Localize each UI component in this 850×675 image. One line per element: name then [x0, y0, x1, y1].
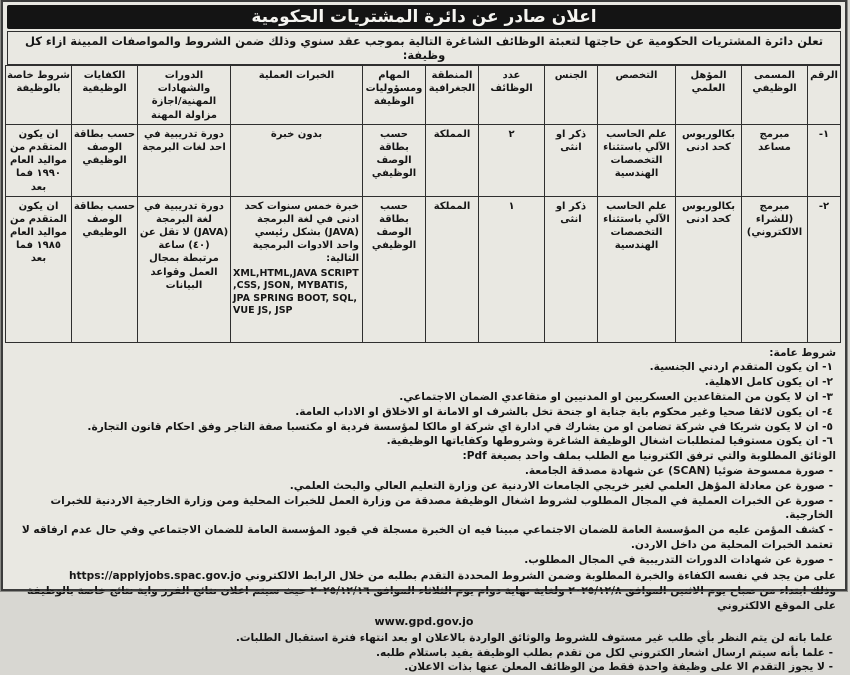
website-url: www.gpd.gov.jo [374, 615, 474, 629]
cell-r1-duties: حسب بطاقة الوصف الوظيفي [363, 124, 426, 196]
header-job-title: المسمى الوظيفي [742, 66, 808, 125]
cell-r1-qualification: بكالوريوس كحد ادنى [676, 124, 742, 196]
cell-r2-qualification: بكالوريوس كحد ادنى [676, 196, 742, 342]
header-number: الرقم [808, 66, 841, 125]
cell-r2-job-title: مبرمج (للشراء الالكتروني) [742, 196, 808, 342]
document-item-3: - صورة عن الخبرات العملية في المجال المطلوب لشروط اشغال الوظيفة مصدقة من وزارة العمل للخبرات المحلية ومن وزارة الخارجية الاردنية للخبرات الخارجية. [50, 494, 833, 522]
cell-r1-courses: دورة تدريبية في احد لغات البرمجة [138, 124, 231, 196]
header-competencies: الكفايات الوظيفية [72, 66, 138, 125]
announcement-title-bar [7, 5, 841, 29]
header-special-conditions: شروط خاصة بالوظيفة [6, 66, 72, 125]
header-experience: الخبرات العملية [231, 66, 363, 125]
header-courses: الدورات والشهادات المهنية/اجازة مزاولة المهنة [138, 66, 231, 125]
cell-r1-specialization: علم الحاسب الآلي باستثناء التخصصات الهندسية [598, 124, 676, 196]
cell-r2-vacancies: ١ [479, 196, 545, 342]
cell-r2-courses: دورة تدريبية في لغة البرمجة (JAVA) لا تقل عن (٤٠) ساعة مرتبطة بمجال العمل وقواعد البيانات [138, 196, 231, 342]
experience-arabic-text: خبرة خمس سنوات كحد ادنى في لغة البرمجة (JAVA) بشكل رئيسي واحد الادوات البرمجية التالية: [244, 200, 359, 265]
general-condition-3: ٣- ان لا يكون من المتقاعدين العسكريين او المدنيين او متقاعدي الضمان الاجتماعي. [399, 391, 833, 404]
announcement-intro-text: تعلن دائرة المشتريات الحكومية عن حاجتها لتعبئة الوظائف الشاغرة التالية بموجب عقد سنوي وذلك ضمن الشروط والمواصفات المبينة ازاء كل وظيفة: [24, 34, 824, 62]
general-condition-1: ١- ان يكون المتقدم اردني الجنسية. [649, 361, 833, 374]
header-gender: الجنس [545, 66, 598, 125]
general-condition-6: ٦- ان يكون مستوفيا لمتطلبات اشغال الوظيفة الشاغرة وشروطها وكفاياتها الوظيفية. [386, 435, 833, 448]
announcement-intro-box [7, 31, 841, 65]
cell-r2-duties: حسب بطاقة الوصف الوظيفي [363, 196, 426, 342]
header-qualification: المؤهل العلمي [676, 66, 742, 125]
cell-r1-special: ان يكون المتقدم من مواليد العام ١٩٩٠ فما بعد [6, 124, 72, 196]
cell-r2-special: ان يكون المتقدم من مواليد العام ١٩٨٥ فما بعد [6, 196, 72, 342]
vacancies-table [5, 65, 841, 343]
cell-r1-region: المملكة [426, 124, 479, 196]
table-header-row [6, 66, 841, 125]
cell-r2-experience [231, 196, 363, 342]
general-condition-2: ٢- ان يكون كامل الاهلية. [704, 376, 833, 389]
general-condition-5: ٥- ان لا يكون شريكا في شركة تضامن او من يشارك في ادارة اي شركة او مالكا لمؤسسة فردية او مكتسبا صفة التاجر وفق احكام قانون التجارة. [87, 420, 833, 433]
cell-r2-gender: ذكر او انثى [545, 196, 598, 342]
cell-r1-competencies: حسب بطاقة الوصف الوظيفي [72, 124, 138, 196]
header-specialization: التخصص [598, 66, 676, 125]
cell-r1-job-title: مبرمج مساعد [742, 124, 808, 196]
cell-r1-vacancies: ٢ [479, 124, 545, 196]
document-item-2: - صورة عن معادلة المؤهل العلمي لغير خريجي الجامعات الاردنية عن وزارة التعليم العالي والبحث العلمي. [289, 479, 833, 492]
cell-r2-number: ٢- [808, 196, 841, 342]
application-dates-line: وذلك ابتداء من صباح يوم الاثنين الموافق ٢٠٢٥/١٢/٨ ولغاية نهاية دوام يوم الثلاثاء الموافق ٢٠٢٥/١٢/١٦ حيث سيتم اعلان نتائج الفرز واية نتائج خاصة بالوظيفة على الموقع الالكتروني [26, 585, 836, 613]
cell-r1-experience: بدون خبرة [231, 124, 363, 196]
job-row-2 [6, 196, 841, 342]
header-vacancy-count: عدد الوظائف [479, 66, 545, 125]
document-item-5: - صورة عن شهادات الدورات التدريبية في المجال المطلوب. [524, 553, 833, 566]
document-item-4: - كشف المؤمن عليه من المؤسسة العامة للضمان الاجتماعي مبينا فيه ان الخبرة مسجلة في قيود المؤسسة العامة للضمان الاجتماعي وفي حال عدم ارفاقه لا تعتمد الخبرات المحلية من داخل الاردن. [21, 524, 833, 552]
experience-tech-list: XML,HTML,JAVA SCRIPT ,CSS, JSON, MYBATIS, JPA SPRING BOOT, SQL, VUE JS, JSP [233, 267, 359, 317]
announcement-title: اعلان صادر عن دائرة المشتريات الحكومية [251, 7, 597, 27]
conditions-section [7, 343, 841, 675]
general-conditions-heading: شروط عامة: [769, 346, 836, 359]
note-3: - لا يجوز التقدم الا على وظيفة واحدة فقط من الوظائف المعلن عنها بذات الاعلان. [404, 661, 833, 674]
cell-r1-gender: ذكر او انثى [545, 124, 598, 196]
announcement-page [1, 0, 847, 674]
header-region: المنطقة الجغرافية [426, 66, 479, 125]
note-1: علما بانه لن يتم النظر بأي طلب غير مستوف للشروط والوثائق الواردة بالاعلان او بعد انتهاء فترة استقبال الطلبات. [235, 631, 833, 644]
header-duties: المهام ومسؤوليات الوظيفة [363, 66, 426, 125]
note-2: - علما بأنه سيتم ارسال اشعار الكتروني لكل من تقدم بطلب الوظيفة يفيد باستلام طلبه. [375, 646, 833, 659]
cell-r2-specialization: علم الحاسب الآلي باستثناء التخصصات الهندسية [598, 196, 676, 342]
cell-r1-number: ١- [808, 124, 841, 196]
cell-r2-region: المملكة [426, 196, 479, 342]
cell-r2-competencies: حسب بطاقة الوصف الوظيفي [72, 196, 138, 342]
application-link-line: على من يجد في نفسه الكفاءة والخبرة المطلوبة وضمن الشروط المحددة التقدم بطلبه من خلال الرابط الالكتروني https://applyjobs.spac.gov.jo [68, 569, 836, 582]
job-row-1 [6, 124, 841, 196]
general-condition-4: ٤- ان يكون لائقا صحيا وغير محكوم باية جناية او جنحة تخل بالشرف او الامانة او الاخلاق او الاداب العامة. [295, 405, 833, 418]
document-item-1: - صورة ممسوحة ضوئيا (SCAN) عن شهادة مصدقة الجامعة. [524, 465, 833, 478]
documents-heading: الوثائق المطلوبة والتي ترفق الكترونيا مع الطلب بملف واحد بصيغة Pdf: [462, 450, 836, 463]
